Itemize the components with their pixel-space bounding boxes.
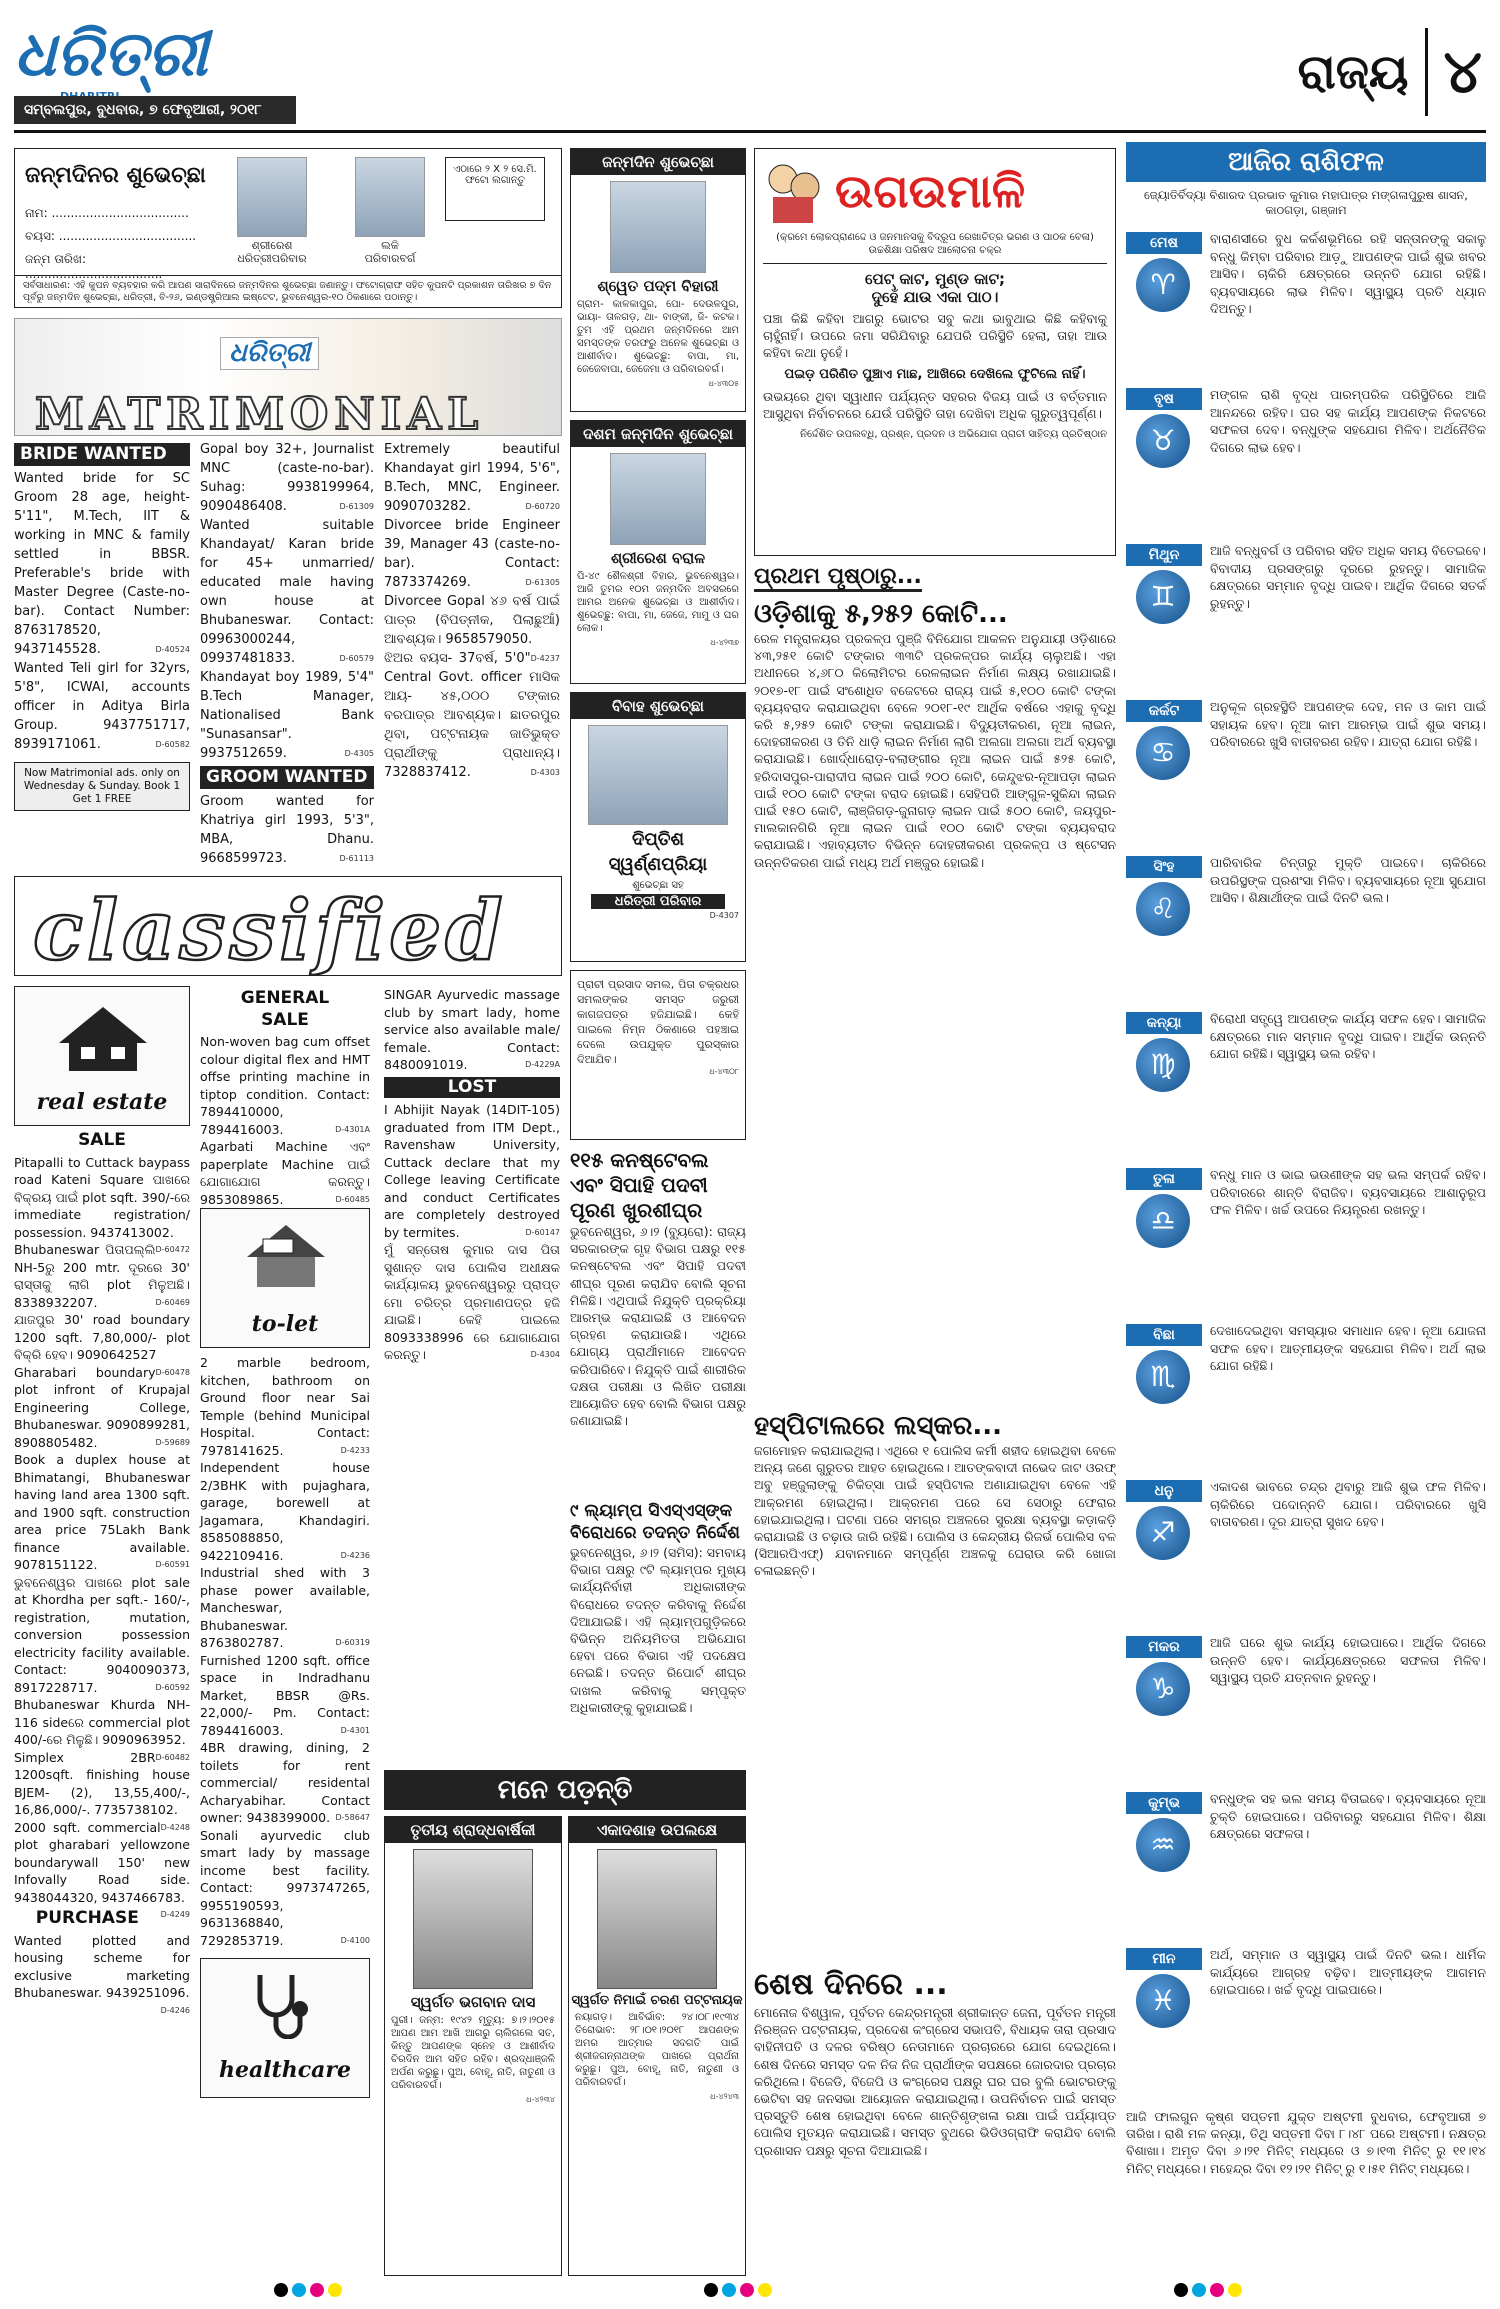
first-page-tag: ପ୍ରଥମ ପୃଷ୍ଠାରୁ... — [754, 564, 922, 592]
classified-ad — [200, 1138, 370, 1208]
ad-code: D-4100 — [340, 1935, 370, 1945]
ad-text: ଯାଜପୁର 30' road boundary 1200 sqft. 7,80,000/- plot ବିକ୍ରି ହେବ। 9090642527 — [14, 1312, 190, 1362]
matri-ad — [384, 440, 560, 516]
zodiac-icon: ♏ — [1136, 1350, 1190, 1404]
matrimonial-col-3 — [384, 440, 560, 782]
ad-text: Sonali ayurvedic club smart lady by massage income best facility. Contact: 9973747265, 9955190593, 9631368840, 7292853719. — [200, 1827, 370, 1948]
ad-code: D-4301 — [340, 1725, 370, 1735]
story-2 — [570, 1148, 746, 1429]
birthday-card-2 — [570, 420, 746, 684]
lost-ad — [384, 1241, 560, 1364]
horoscope-row — [1126, 226, 1486, 378]
sign-name: ଧନୁ — [1126, 1480, 1202, 1502]
photo-2-caption: ଲକି ପରିବାରବର୍ଗ — [364, 239, 416, 265]
classified-col-1 — [14, 986, 190, 2019]
story-2-title[interactable]: ୧୧୫ କନଷ୍ଟେବଲ ଏବଂ ସିପାହି ପଦବୀ ପୂରଣ ଖୁରଶୀଘ୍ର — [570, 1148, 709, 1222]
ad-text: Extremely beautiful Khandayat girl 1994, 5'6", B.Tech, MNC, Engineer. 9090703282. — [384, 442, 560, 514]
ad-code: D-59689 — [155, 1437, 190, 1447]
matri-ad — [384, 592, 560, 663]
sale-head: SALE — [78, 1130, 126, 1150]
memorial-card-1 — [384, 1816, 562, 2276]
story-1-body: ରେଳ ମନ୍ତ୍ରାଳୟର ପ୍ରକଳ୍ପ ପୁଞ୍ଜି ବିନିଯୋଗ ଆକଳନ ଅନୁଯାୟୀ ଓଡ଼ିଶାରେ ୪୩,୨୫୧ କୋଟି ଟଙ୍କାର ୩୩ଟି ପ୍ରକଳ୍ପର କାର୍ଯ୍ୟ ଚାଲୁଅଛି। ଏହା ଅଧୀନରେ ୪,୬୮୦ କିଲୋମିଟର ରେଳଲାଇନ ନିର୍ମାଣ ଲକ୍ଷ୍ୟ ରଖାଯାଇଛି। ୨୦୧୭-୧୮ ପାଇଁ ସଂଶୋଧିତ ବଜେଟରେ ରାଜ୍ୟ ପାଇଁ ୫,୧୦୦ କୋଟି ଟଙ୍କା ବ୍ୟୟବରାଦ କରାଯାଇଥିବା ବେଳେ ୨୦୧୮-୧୯ ଆର୍ଥିକ ବର୍ଷରେ ଏହାକୁ ବୃଦ୍ଧି କରି ୫,୨୫୨ କୋଟି ଟଙ୍କା କରାଯାଇଛି। ବିଦ୍ୟୁତୀକରଣ, ନୂଆ ଲାଇନ, ଦୋହରୀକରଣ ଓ ତିନି ଧାଡ଼ି ଲାଇନ ନିର୍ମାଣ ଲାଗି ଅଲଗା ଅଲଗା ଅର୍ଥ ବ୍ୟବସ୍ଥା କରାଯାଇଛି। ଖୋର୍ଦ୍ଧାରୋଡ଼-ବଲାଙ୍ଗୀର ନୂଆ ଲାଇନ ପାଇଁ ୫୨୫ କୋଟି, ହରିଦାସପୁର-ପାରାଦୀପ ଲାଇନ ପାଇଁ ୨୦୦ କୋଟି, କେନ୍ଦୁଝର-ନୂଆପଡ଼ା ଲାଇନ ପାଇଁ ୧୦୦ କୋଟି ଟଙ୍କା ବରାଦ ହୋଇଛି। ସେହିପରି ଆଙ୍ଗୁଳ-ସୁକିନ୍ଦା ଲାଇନ ପାଇଁ ୧୫୦ କୋଟି, ଲାଞ୍ଜିଗଡ଼-ଜୁନାଗଡ଼ ଲାଇନ ପାଇଁ ୫୦୦ କୋଟି, ଜୟପୁର-ମାଲକାନଗିରି ନୂଆ ଲାଇନ ପାଇଁ ୧୦୦ କୋଟି ଟଙ୍କା ବ୍ୟୟବରାଦ କରାଯାଇଛି। ଏହାବ୍ୟତୀତ ବିଭିନ୍ନ ଦୋହରୀକରଣ ପ୍ରକଳ୍ପ ଓ ଷ୍ଟେସନ ଉନ୍ନତିକରଣ ପାଇଁ ମଧ୍ୟ ଅର୍ଥ ମଞ୍ଜୁର ହୋଇଛି। — [754, 631, 1116, 870]
horoscope-row — [1126, 850, 1486, 1002]
couple-photo — [588, 725, 728, 825]
sign-name: ବୃଷ — [1126, 388, 1202, 410]
zodiac-icon: ♉ — [1136, 414, 1190, 468]
zodiac-icon: ♌ — [1136, 882, 1190, 936]
story-4 — [754, 1410, 1116, 1580]
sign-prediction: ଅନୁକୂଳ ଗ୍ରହସ୍ଥିତି ଆପଣଙ୍କ ଦେହ, ମନ ଓ କାମ ପାଇଁ ସହାୟକ ହେବ। ନୂଆ କାମ ଆରମ୍ଭ ପାଇଁ ଶୁଭ ସମୟ। ପରିବାରରେ ଖୁସି ବାତାବରଣ ରହିବ। ଯାତ୍ରା ଯୋଗ ରହିଛି। — [1210, 699, 1486, 749]
ad-text: Gopal boy 32+, Journalist MNC (caste-no-bar). Suhag: 9938199964, 9090486408. — [200, 442, 374, 514]
form-dob-field[interactable]: ଜନ୍ମ ତାରିଖ: .................................... — [25, 252, 163, 281]
sign-name: ମେଷ — [1126, 232, 1202, 254]
cartoon-faces-icon — [763, 157, 823, 227]
horoscope-row — [1126, 1474, 1486, 1626]
ugumali-headline-1: ପେଟ୍ କାଟ, ମୁଣ୍ଡ କାଟ; — [865, 270, 1005, 288]
lost-head: LOST — [384, 1077, 560, 1099]
card-name: ଶ୍ୱେତ ପଦ୍ମ ବିହାରୀ — [597, 277, 719, 295]
reg-dot-yellow — [1228, 2283, 1242, 2297]
divider — [1425, 28, 1428, 116]
card-code: D-4307 — [709, 911, 739, 920]
healthcare-tile — [200, 1958, 370, 2098]
sign-prediction: ବିରୋଧୀ ସତ୍ତ୍ୱେ ଆପଣଙ୍କ କାର୍ଯ୍ୟ ସଫଳ ହେବ। ସାମାଜିକ କ୍ଷେତ୍ରରେ ମାନ ସମ୍ମାନ ବୃଦ୍ଧି ପାଇବ। ଆର୍ଥିକ ଉନ୍ନତି ଯୋଗ ରହିଛି। ସ୍ୱାସ୍ଥ୍ୟ ଭଲ ରହିବ। — [1210, 1011, 1486, 1061]
horoscope-row — [1126, 1942, 1486, 2094]
to-let-label: to-let — [251, 1310, 319, 1337]
ad-code: D-60720 — [525, 502, 560, 511]
horoscope-row — [1126, 538, 1486, 690]
reg-dot-cyan — [722, 2283, 736, 2297]
ad-code: D-60579 — [339, 654, 374, 663]
matrimonial-col-1 — [14, 440, 190, 811]
purchase-head: PURCHASE — [35, 1908, 139, 1928]
stethoscope-icon — [246, 1969, 326, 2039]
to-let-tile — [200, 1208, 370, 1348]
sign-name: ମକର — [1126, 1636, 1202, 1658]
matri-ad — [14, 659, 190, 754]
sign-name: କର୍କଟ — [1126, 700, 1202, 722]
card-code: ଧ-୪୩୦୮ — [709, 1067, 739, 1076]
zodiac-icon: ♍ — [1136, 1038, 1190, 1092]
card-name: ସ୍ୱର୍ଗତ ନିମାଇଁ ଚରଣ ପଟ୍ଟନାୟକ — [571, 1993, 743, 2008]
card-code: ଧ-୪୨୪୩ — [710, 2092, 739, 2101]
card-code: ଧ-୪୩୦୫ — [708, 379, 739, 388]
sample-photo-1 — [237, 157, 307, 237]
card-head: ଦଶମ ଜନ୍ମଦିନ ଶୁଭେଚ୍ଛା — [571, 421, 745, 447]
first-page-continuation — [754, 564, 1116, 871]
page-number: ୪ — [1443, 37, 1482, 107]
ad-code: D-4304 — [530, 1350, 560, 1359]
reg-dot-black — [1174, 2283, 1188, 2297]
classified-ad — [14, 1451, 190, 1574]
ad-text: Divorcee Gopal ୪୬ ବର୍ଷ ପାଇଁ ପାତ୍ର (ବିପତ୍ନୀକ, ପିଲାଛୁଆଁ) ଆବଶ୍ୟକ। 9658579050. — [384, 594, 560, 647]
ugumali-credit: ନିର୍ଦ୍ଦେଶିତ ଉପଲବ୍ଧି, ପ୍ରଶ୍ନ, ପ୍ରଦନ ଓ ଅଭିଯୋଗ ପ୍ରାଚୀ ସାହିତ୍ୟ ପ୍ରତିଷ୍ଠାନ — [800, 429, 1107, 440]
ugumali-cartoon — [754, 148, 1116, 556]
matri-ad — [200, 516, 374, 668]
bride-wanted-head: BRIDE WANTED — [14, 443, 190, 466]
coupon-title: ଜନ୍ମଦିନର ଶୁଭେଚ୍ଛା — [25, 163, 206, 188]
real-estate-tile — [14, 986, 190, 1126]
memorial-banner: ମନେ ପଡ଼ନ୍ତି — [384, 1770, 746, 1810]
ad-code: D-61305 — [525, 578, 560, 587]
zodiac-icon: ♎ — [1136, 1194, 1190, 1248]
horoscope-row — [1126, 1162, 1486, 1314]
to-let-house-icon — [241, 1221, 331, 1291]
classified-col-2 — [200, 986, 370, 1949]
classified-ad — [200, 1652, 370, 1740]
form-age-field[interactable]: ବୟସ: .................................... — [25, 229, 197, 243]
classified-ad — [200, 1827, 370, 1950]
lost-ad — [384, 1101, 560, 1241]
top-rule — [14, 130, 1486, 133]
ad-text: Khandayat boy 1989, 5'4" B.Tech Manager, Nationalised Bank "Sunasansar". 9937512659. — [200, 670, 374, 761]
panjika-note: ଆଜି ଫାଲଗୁନ କୃଷ୍ଣ ସପ୍ତମୀ ଯୁକ୍ତ ଅଷ୍ଟମୀ ବୁଧବାର, ଫେବୃଆରୀ ୭ ତାରିଖ। ରାଶି ମଳ କନ୍ୟା, ତିଥି ସପ୍ତମୀ ଦିବା ୮।୪୮ ପରେ ଅଷ୍ଟମୀ। ନକ୍ଷତ୍ର ବିଶାଖା। ଅମୃତ ଦିବା ୬।୨୧ ମିନିଟ୍ ମଧ୍ୟରେ ଓ ୭।୧୩ ମିନିଟ୍ ରୁ ୧୧।୧୪ ମିନିଟ୍ ମଧ୍ୟରେ। ମହେନ୍ଦ୍ର ଦିବା ୧୨।୨୧ ମିନିଟ୍ ରୁ ୧।୫୧ ମିନିଟ୍ ମଧ୍ୟରେ। — [1126, 2109, 1486, 2176]
card-text: ପୁରୀ। ଜନ୍ମ: ୧୯୪୨ ମୃତ୍ୟୁ: ୭।୨।୨୦୧୫ ଆପଣ ଆମ ଆଖି ଆଗରୁ ଚାଲିଗଲେ ସତ, କିନ୍ତୁ ଆପଣଙ୍କ ସ୍ନେହ ଓ ଆଶୀର୍ବାଦ ଚିରଦିନ ଆମ ସହିତ ରହିବ। ଶ୍ରଦ୍ଧାଞ୍ଜଳି ଅର୍ପଣ କରୁଛୁ। ପୁଅ, ବୋହୂ, ନାତି, ନାତୁଣୀ ଓ ପରିବାରବର୍ଗ। — [391, 2015, 555, 2091]
ad-code: D-60482 — [155, 1752, 190, 1762]
card-code: ଧ-୪୨୩୭ — [710, 638, 739, 647]
reg-dot-black — [704, 2283, 718, 2297]
classified-ad — [200, 1739, 370, 1827]
sign-name: ତୁଳା — [1126, 1168, 1202, 1190]
ad-text: 4BR drawing, dining, 2 toilets for rent commercial/ residental Acharyabihar. Contact owner: 9438399000. — [200, 1740, 370, 1825]
ad-code: D-40524 — [155, 645, 190, 654]
sign-prediction: ବନ୍ଧୁ ମାନ ଓ ଭାଇ ଭଉଣୀଙ୍କ ସହ ଭଲ ସମ୍ପର୍କ ରହିବ। ପରିବାରରେ ଶାନ୍ତି ବିରାଜିବ। ବ୍ୟବସାୟରେ ଆଶାନୁରୂପ ଫଳ ମିଳିବ। ଖର୍ଚ୍ଚ ଉପରେ ନିୟନ୍ତ୍ରଣ ରଖନ୍ତୁ। — [1210, 1167, 1486, 1217]
card-head: ବିବାହ ଶୁଭେଚ୍ଛା — [571, 693, 745, 719]
ad-text: Wanted plotted and housing scheme for exclusive marketing Bhubaneswar. 9439251096. — [14, 1932, 190, 2000]
classified-ad — [200, 1564, 370, 1652]
reg-dot-magenta — [1210, 2283, 1224, 2297]
ad-text: Non-woven bag cum offset colour digital flex and HMT offse printing machine in tiptop condition. Contact: 7894410000, 7894416003. — [200, 1034, 370, 1137]
ad-code: D-60591 — [155, 1560, 190, 1569]
ugumali-headline-2: ଦୁହେଁ ଯାଉ ଏକା ପାଠ। — [871, 288, 999, 306]
story-3 — [570, 1500, 746, 1716]
matrimonial-banner — [14, 318, 562, 436]
ad-code: D-4249 — [160, 1910, 190, 1919]
matri-ad — [384, 649, 560, 782]
ad-code: D-4301A — [335, 1124, 370, 1134]
ad-text: ଭୁବନେଶ୍ୱର ପାଖରେ plot sale at Khordha per sqft.- 160/-, registration, mutation, conversion possession electricity facility available. Contact: 9040090373, 8917228717. — [14, 1574, 190, 1695]
ugumali-body: ପଞ୍ଚା କିଛି କହିବା ଆଗରୁ ଭୋଟର ସବୁ କଥା ଭାବୁଥାଇ କିଛି କହିବାକୁ ଚାହୁଁନାହିଁ। ଉପରେ ଜମା ସରିଯିବାରୁ ଯେପରି ପରିସ୍ଥିତି ହେଲା, ତାହା ଆଉ କହିବା କଥା ନୁହେଁ। — [763, 311, 1107, 360]
matri-ad — [200, 792, 374, 868]
ad-text: Wanted suitable Khandayat/ Karan bride for 45+ unmarried/ educated male having own house at Bhubaneswar. Contact: 09963000244, 09937481833. — [200, 518, 374, 666]
child-photo — [610, 453, 706, 545]
ad-text: Independent house 2/3BHK with pujaghara, garage, borewell at Jagamara, Khandagiri. 8585088850, 9422109416. — [200, 1460, 370, 1563]
ad-text: Agarbati Machine ଏବଂ paperplate Machine ପାଇଁ ଯୋଗାଯୋଗ କରନ୍ତୁ। 9853089865. — [200, 1139, 370, 1207]
portrait-photo — [413, 1849, 533, 1989]
classified-ad — [200, 1033, 370, 1138]
matrimonial-logo: ଧରିତ୍ରୀ — [220, 337, 319, 370]
sign-name: କନ୍ୟା — [1126, 1012, 1202, 1034]
card-text: ପ୍ରାଚୀ ପ୍ରସାଦ ସମଲ, ପିତା ଚକ୍ରଧର ସମଲଙ୍କର ସମସ୍ତ ଜରୁରୀ କାଗଜପତ୍ର ହଜିଯାଇଛି। କେହି ପାଇଲେ ନିମ୍ନ ଠିକଣାରେ ପହଞ୍ଚାଇ ଦେଲେ ଉପଯୁକ୍ତ ପୁରସ୍କାର ଦିଆଯିବ। — [577, 978, 739, 1066]
ad-code: D-4248 — [160, 1822, 190, 1832]
wedding-from: ଶୁଭେଚ୍ଛା ସହ — [632, 880, 684, 891]
card-name: ସ୍ୱର୍ଗତ ଭଗବାନ ଦାସ — [410, 1993, 536, 2011]
ad-text: Bhubaneswar Khurda NH-116 sideରେ commercial plot 400/-ରେ ମିଳୁଛି। 9090963952. — [14, 1697, 190, 1747]
reg-dot-yellow — [758, 2283, 772, 2297]
story-3-title[interactable]: ୯ ଲ୍ୟାମ୍ପ ସିଏସ୍ଏସ୍‌ଙ୍କ ବିରୋଧରେ ତଦନ୍ତ ନିର୍ଦ୍ଦେଶ — [570, 1501, 740, 1543]
classified-ad — [384, 986, 560, 1074]
ad-code: D-4233 — [340, 1445, 370, 1455]
photo-slot[interactable]: ଏଠାରେ ୨ X ୨ ସେ.ମି. ଫଟୋ ଲଗାନ୍ତୁ — [445, 157, 545, 221]
birthday-coupon — [14, 148, 562, 308]
ad-code: D-60469 — [155, 1297, 190, 1307]
horoscope-row — [1126, 382, 1486, 534]
ad-text: SINGAR Ayurvedic massage club by smart lady, home service also available male/ female. Contact: 8480091019. — [384, 987, 560, 1072]
horoscope-row — [1126, 1318, 1486, 1470]
ad-code: D-60472 — [155, 1245, 190, 1254]
form-name-field[interactable]: ନାମ: .................................... — [25, 206, 189, 220]
sign-name: ସିଂହ — [1126, 856, 1202, 878]
wedding-from-family: ଧରିତ୍ରୀ ପରିବାର — [591, 894, 725, 909]
classified-ad — [200, 1459, 370, 1564]
horoscope-title: ଆଜିର ରାଶିଫଳ — [1126, 142, 1486, 182]
classified-ad — [14, 1932, 190, 2015]
ad-text: Divorcee bride Engineer 39, Manager 43 (caste-no-bar). Contact: 7873374269. — [384, 518, 560, 590]
classified-col-3 — [384, 986, 560, 1364]
matri-ad — [14, 469, 190, 659]
card-code: ଧ-୪୨୩୪ — [526, 2095, 555, 2104]
ad-text: Bhubaneswar ପିତାପଲ୍ଲି NH-5ରୁ 200 mtr. ଦୂରରେ 30' ରାସ୍ତାକୁ ଲାଗି plot ମିଳୁଅଛି। 8338932207. — [14, 1242, 190, 1310]
card-text: ପି-୪୯ ଶୈଳଶ୍ରୀ ବିହାର, ଭୁବନେଶ୍ୱର। ଆଜି ତୁମର ୧୦ମ ଜନ୍ମଦିନ ଅବସରରେ ଆମର ଅନେକ ଶୁଭେଚ୍ଛା ଓ ଆଶୀର୍ବାଦ। ଶୁଭେଚ୍ଛୁ: ବାପା, ମା, ଜେଜେ, ମାମୁ ଓ ଘର ଲୋକ। — [577, 571, 739, 634]
ad-code: D-4236 — [340, 1550, 370, 1560]
groom-wanted-head: GROOM WANTED — [200, 766, 374, 789]
story-4-title[interactable]: ହସ୍ପିଟାଲରେ ଲସ୍କର... — [754, 1411, 1003, 1441]
ad-code: D-4305 — [344, 749, 374, 758]
reg-dot-cyan — [1192, 2283, 1206, 2297]
horoscope-row — [1126, 1630, 1486, 1782]
bride-name: ସ୍ୱର୍ଣ୍ଣପ୍ରିୟା — [608, 854, 708, 875]
sign-prediction: ବନ୍ଧୁଙ୍କ ସହ ଭଲ ସମୟ ବିତାଇବେ। ବ୍ୟବସାୟରେ ନୂଆ ଚୁକ୍ତି ହୋଇପାରେ। ପରିବାରରୁ ସହଯୋଗ ମିଳିବ। ଶିକ୍ଷା କ୍ଷେତ୍ରରେ ସଫଳତା। — [1210, 1791, 1486, 1841]
card-text: ନୟାଗଡ଼। ଆବିର୍ଭାବ: ୨୪।୦୮।୧୯୩୪ ତିରୋଭାବ: ୨୮।୦୧।୨୦୧୮ ଆପଣଙ୍କ ଅମର ଆତ୍ମାର ସଦଗତି ପାଇଁ ଶ୍ରୀଜଗନ୍ନାଥଙ୍କ ପାଖରେ ପ୍ରାର୍ଥନା କରୁଛୁ। ପୁଅ, ବୋହୂ, ନାତି, ନାତୁଣୀ ଓ ପରିବାରବର୍ଗ। — [575, 2012, 739, 2088]
ad-text: ମୁଁ ସନ୍ତୋଷ କୁମାର ଦାସ ପିତା ସୁଶାନ୍ତ ଦାସ ପୋଲିସ ଅଧୀକ୍ଷକ କାର୍ଯ୍ୟାଳୟ ଭୁବନେଶ୍ୱରରୁ ପ୍ରାପ୍ତ ମୋ ଚରିତ୍ର ପ୍ରମାଣପତ୍ର ହଜି ଯାଇଛି। କେହି ପାଇଲେ 8093338996 ରେ ଯୋଗାଯୋଗ କରନ୍ତୁ। — [384, 1242, 560, 1362]
section-header — [1298, 28, 1482, 116]
ad-code: D-61113 — [339, 854, 374, 863]
ad-text: Groom wanted for Khatriya girl 1993, 5'3", MBA, Dhanu. 9668599723. — [200, 794, 374, 866]
reg-dot-yellow — [328, 2283, 342, 2297]
horoscope-byline: ଜ୍ୟୋତିର୍ବିଦ୍ୟା ବିଶାରଦ ପ୍ରଭାତ କୁମାର ମହାପାତ୍ର ମଙ୍ଗଳାପୁରୁଷ ଶାସନ, କାଠଗଡ଼ା, ଗଞ୍ଜାମ — [1144, 188, 1468, 217]
ad-text: Wanted bride for SC Groom 28 age, height-5'11", M.Tech, IIT & working in MNC & family settled in BBSR. Preferable's bride with Master Degree (Caste-no-bar). Contact Number: 8763178520, 9437145528. — [14, 471, 190, 657]
matri-ad — [384, 516, 560, 592]
matrimonial-word: MATRIMONIAL — [35, 389, 485, 436]
card-head: ଜନ୍ମଦିନ ଶୁଭେଚ୍ଛା — [571, 149, 745, 175]
matri-ad — [200, 668, 374, 763]
classified-word: classified — [33, 883, 507, 976]
ugumali-sub2: ଉଚ୍ଚଶିକ୍ଷା ପରିଷଦ ଆଲୋଚନା ଚକ୍ର — [868, 245, 1002, 256]
birthday-card-1 — [570, 148, 746, 412]
date-line: ସମ୍ବଲପୁର, ବୁଧବାର, ୭ ଫେବୃଆରୀ, ୨୦୧୮ — [14, 96, 296, 124]
real-estate-label: real estate — [36, 1088, 168, 1115]
ad-text: I Abhijit Nayak (14DIT-105) graduated from ITM Dept., Ravenshaw University, Cuttack declare that my College leaving Certificate and conduct Certificates are completely destroyed by termites. — [384, 1102, 560, 1240]
card-name: ଶ୍ରୀରେଶ ବରାଳ — [610, 549, 706, 567]
ad-code: D-60582 — [155, 740, 190, 749]
lost-papers-card — [570, 970, 746, 1140]
section-title: ରାଜ୍ୟ — [1297, 43, 1409, 100]
portrait-photo — [597, 1849, 717, 1989]
zodiac-icon: ♊ — [1136, 570, 1190, 624]
ad-text: 2 marble bedroom, kitchen, bathroom on Ground floor near Sai Temple (behind Municipal Hospital. Contact: 7978141625. — [200, 1355, 370, 1458]
zodiac-icon: ♋ — [1136, 726, 1190, 780]
matrimonial-col-2 — [200, 440, 374, 868]
sign-name: ମୀନ — [1126, 1948, 1202, 1970]
sign-prediction: ମଙ୍ଗଳ ରାଶି ବୃଦ୍ଧ ପାରମ୍ପରିକ ପରିସ୍ଥିତିରେ ଆଜି ଆନନ୍ଦରେ ରହିବ। ଘର ସହ କାର୍ଯ୍ୟ ଆପଣଙ୍କ ନିକଟରେ ସଫଳତା ଦେବ। ବନ୍ଧୁଙ୍କ ସହଯୋଗ ମିଳିବ। ଅର୍ଥନୈତିକ ଦିଗରେ ଲାଭ ହେବ। — [1210, 387, 1486, 455]
story-5-title[interactable]: ଶେଷ ଦିନରେ ... — [754, 1967, 948, 2002]
ad-code: D-60319 — [335, 1638, 370, 1647]
reg-dot-black — [274, 2283, 288, 2297]
classified-ad — [14, 1574, 190, 1697]
classified-ad — [14, 1696, 190, 1762]
story-2-body: ଭୁବନେଶ୍ୱର, ୬।୨ (ବ୍ୟୁରୋ): ରାଜ୍ୟ ସରକାରଙ୍କ ଗୃହ ବିଭାଗ ପକ୍ଷରୁ ୧୧୫ କନଷ୍ଟେବଲ ଏବଂ ସିପାହି ପଦବୀ ଶୀଘ୍ର ପୂରଣ କରାଯିବ ବୋଲି ସୂଚନା ମିଳିଛି। ଏଥିପାଇଁ ନିଯୁକ୍ତି ପ୍ରକ୍ରିୟା ଆରମ୍ଭ କରାଯାଇଛି ଓ ଆବେଦନ ଗ୍ରହଣ କରାଯାଉଛି। ଏଥିରେ ଯୋଗ୍ୟ ପ୍ରାର୍ଥୀମାନେ ଆବେଦନ କରିପାରିବେ। ନିଯୁକ୍ତି ପାଇଁ ଶାରୀରିକ ଦକ୍ଷତା ପରୀକ୍ଷା ଓ ଲିଖିତ ପରୀକ୍ଷା ଆୟୋଜିତ ହେବ ବୋଲି ବିଭାଗ ପକ୍ଷରୁ ଜଣାଯାଇଛି। — [570, 1224, 746, 1429]
sign-prediction: ବାରାଣସୀରେ ବୁଧ କର୍କଶଭୂମିରେ ରହି ସନ୍ତାନଙ୍କୁ ସକାଳୁ ବନ୍ଧୁ କିମ୍ବା ପରିବାର ଆଡ଼ୁ ଆପଣଙ୍କ ପାଇଁ ଶୁଭ ଖବର ଆସିବ। ଚାକିରି କ୍ଷେତ୍ରରେ ଉନ୍ନତି ଯୋଗ ରହିଛି। ବ୍ୟବସାୟରେ ଲାଭ ମିଳିବ। ସ୍ୱାସ୍ଥ୍ୟ ପ୍ରତି ଧ୍ୟାନ ଦିଅନ୍ତୁ। — [1210, 231, 1486, 316]
photo-1-caption: ଶ୍ରୀରେଶ ଧରିତ୍ରୀପରିବାର — [237, 239, 307, 265]
groom-name: ଦିପ୍ତିଶ — [631, 829, 685, 850]
zodiac-icon: ♈ — [1136, 258, 1190, 312]
ad-text: Furnished 1200 sqft. office space in Indradhanu Market, BBSR @Rs. 22,000/- Pm. Contact: 7894416003. — [200, 1652, 370, 1738]
memorial-card-2 — [568, 1816, 746, 2276]
story-3-body: ଭୁବନେଶ୍ୱର, ୬।୨ (ସମିସ): ସମବାୟ ବିଭାଗ ପକ୍ଷରୁ ୯ଟି ଲ୍ୟାମ୍ପର ମୁଖ୍ୟ କାର୍ଯ୍ୟନିର୍ବାହୀ ଅଧିକାରୀଙ୍କ ବିରୋଧରେ ତଦନ୍ତ କରିବାକୁ ନିର୍ଦ୍ଦେଶ ଦିଆଯାଇଛି। ଏହି ଲ୍ୟାମ୍ପଗୁଡ଼ିକରେ ବିଭିନ୍ନ ଅନିୟମିତତା ଅଭିଯୋଗ ହେବା ପରେ ବିଭାଗ ଏହି ପଦକ୍ଷେପ ନେଇଛି। ତଦନ୍ତ ରିପୋର୍ଟ ଶୀଘ୍ର ଦାଖଲ କରିବାକୁ ସମ୍ପୃକ୍ତ ଅଧିକାରୀଙ୍କୁ କୁହାଯାଇଛି। — [570, 1545, 746, 1715]
general-head: GENERAL — [240, 988, 330, 1008]
card-head: ତୃତୀୟ ଶ୍ରାଦ୍ଧବାର୍ଷିକୀ — [385, 1817, 561, 1843]
ad-text: Pitapalli to Cuttack baypass road Kateni Square ପାଖରେ ବିକ୍ରୟ ପାଇଁ plot sqft. 390/-ରେ immediate registration/ possession. 9437413002. — [14, 1154, 190, 1240]
ad-code: D-60592 — [155, 1682, 190, 1692]
matrimonial-promo: Now Matrimonial ads. only on Wednesday & Sunday. Book 1 Get 1 FREE — [14, 762, 190, 811]
sign-name: ମିଥୁନ — [1126, 544, 1202, 566]
ad-text: Simplex 2BR 1200sqft. finishing house BJEM- (2), 13,55,400/-, 16,86,000/-. 7735738102. — [14, 1749, 190, 1817]
card-text: ଗ୍ରାମ- କାଳକାପୁର, ପୋ- ଦେଉଳପୁର, ଭାୟା- ତାଳଗଡ଼, ଥା- ବାଙ୍କୀ, ଜି- କଟକ। ତୁମ ଏହି ପ୍ରଥମ ଜନ୍ମଦିନରେ ଆମ ସମସ୍ତଙ୍କ ତରଫରୁ ଅନେକ ଶୁଭେଚ୍ଛା ଓ ଆଶୀର୍ବାଦ। ଶୁଭେଚ୍ଛୁ: ବାପା, ମା, ଜେଜେବାପା, ଜେଜେମା ଓ ପରିବାରବର୍ଗ। — [577, 299, 739, 375]
ad-code: D-60478 — [155, 1367, 190, 1377]
sign-prediction: ଅର୍ଥ, ସମ୍ମାନ ଓ ସ୍ୱାସ୍ଥ୍ୟ ପାଇଁ ଦିନଟି ଭଲ। ଧାର୍ମିକ କାର୍ଯ୍ୟରେ ଆଗ୍ରହ ବଢ଼ିବ। ଆତ୍ମୀୟଙ୍କ ଆଗମନ ହୋଇପାରେ। ଖର୍ଚ୍ଚ ବୃଦ୍ଧି ପାଇପାରେ। — [1210, 1947, 1486, 1997]
sign-prediction: ଏକାଦଶ ଭାବରେ ଚନ୍ଦ୍ର ଥିବାରୁ ଆଜି ଶୁଭ ଫଳ ମିଳିବ। ଚାକିରିରେ ପଦୋନ୍ନତି ଯୋଗ। ପରିବାରରେ ଖୁସି ବାତାବରଣ। ଦୂର ଯାତ୍ରା ସୁଖଦ ହେବ। — [1210, 1479, 1486, 1529]
story-5-body: ମୋନୋଜ ବିଶ୍ୱାଳ, ପୂର୍ବତନ କେନ୍ଦ୍ରମନ୍ତ୍ରୀ ଶ୍ରୀକାନ୍ତ ଜେନା, ପୂର୍ବତନ ମନ୍ତ୍ରୀ ନିରଞ୍ଜନ ପଟ୍ଟନାୟକ, ପ୍ରଦେଶ କଂଗ୍ରେସ ସଭାପତି, ବିଧାୟକ ତାରା ପ୍ରସାଦ ବାହିନୀପତି ଓ ଦଳର ବରିଷ୍ଠ ନେତାମାନେ ପ୍ରଚାରରେ ଯୋଗ ଦେଇଥିଲେ। ଶେଷ ଦିନରେ ସମସ୍ତ ଦଳ ନିଜ ନିଜ ପ୍ରାର୍ଥୀଙ୍କ ସପକ୍ଷରେ ଜୋରଦାର ପ୍ରଚାର କରିଥିଲେ। ବିଜେଡି, ବିଜେପି ଓ କଂଗ୍ରେସ ପକ୍ଷରୁ ଘର ଘର ବୁଲି ଭୋଟରଙ୍କୁ ଭେଟିବା ସହ ଜନସଭା ଆୟୋଜନ କରାଯାଇଥିଲା। ଉପନିର୍ବାଚନ ପାଇଁ ସମସ୍ତ ପ୍ରସ୍ତୁତି ଶେଷ ହୋଇଥିବା ବେଳେ ଶାନ୍ତିଶୃଙ୍ଖଳା ରକ୍ଷା ପାଇଁ ପର୍ଯ୍ୟାପ୍ତ ପୋଲିସ ମୁତୟନ କରାଯାଇଛି। ସମସ୍ତ ବୁଥରେ ଭିଡିଓଗ୍ରାଫି କରାଯିବ ବୋଲି ପ୍ରଶାସନ ପକ୍ଷରୁ ସୂଚନା ଦିଆଯାଇଛି। — [754, 2005, 1116, 2158]
reg-dot-magenta — [740, 2283, 754, 2297]
ad-code: D-58647 — [335, 1813, 370, 1822]
horoscope-row — [1126, 1006, 1486, 1158]
ad-text: Book a duplex house at Bhimatangi, Bhubaneswar having land area 1300 sqft. and 1900 sqft. construction area price 75Lakh Bank finance available. 9078151122. — [14, 1452, 190, 1572]
ad-code: D-4246 — [160, 2005, 190, 2015]
ad-code: D-60147 — [525, 1227, 560, 1237]
story-5 — [754, 1966, 1116, 2159]
ad-text: Wanted Teli girl for 32yrs, 5'8", ICWAI, accounts officer in Aditya Birla Group. 9437751717, 8939171061. — [14, 661, 190, 752]
ad-code: D-61309 — [339, 502, 374, 511]
ugumali-body-2: ଉଭୟରେ ଥିବା ସ୍ୱାଧୀନ ପର୍ଯ୍ୟନ୍ତ ସହରର ବିଜୟ ପାଇଁ ଓ ବର୍ତ୍ତମାନ ଆସୁଥିବା ନିର୍ବାଚନରେ ଯେଉଁ ପରିସ୍ଥିତି ତାହା ଦେଖିବା ଅଧିକ ଗୁରୁତ୍ୱପୂର୍ଣ୍ଣ। — [763, 389, 1107, 421]
sign-name: କୁମ୍ଭ — [1126, 1792, 1202, 1814]
zodiac-icon: ♑ — [1136, 1662, 1190, 1716]
coupon-notice: ସର୍ବସାଧାରଣ: ଏହି କୁପନ ବ୍ୟବହାର କରି ଆପଣ ସାରାଦିନରେ ଜନ୍ମଦିନର ଶୁଭେଚ୍ଛା ଜଣାନ୍ତୁ। ଫଟୋଗ୍ରାଫ ସହିତ କୁପନଟି ପ୍ରକାଶନ ତାରିଖର ୭ ଦିନ ପୂର୍ବରୁ ଜନ୍ମଦିନ ଶୁଭେଚ୍ଛା, ଧରିତ୍ରୀ, ବି-୨୬, ଇଣ୍ଡଷ୍ଟ୍ରିଆଲ ଇଷ୍ଟେଟ, ଭୁବନେଶ୍ୱର-୧୦ ଠିକଣାରେ ପଠାନ୍ତୁ। — [15, 275, 561, 308]
child-photo — [610, 181, 706, 273]
classified-ad — [14, 1311, 190, 1377]
sample-photo-2 — [355, 157, 425, 237]
ad-code: D-4237 — [530, 654, 560, 663]
sign-prediction: ପାରିବାରିକ ଚିନ୍ତାରୁ ମୁକ୍ତି ପାଇବେ। ଚାକିରିରେ ଉପରିସ୍ଥଙ୍କ ପ୍ରଶଂସା ମିଳିବ। ବ୍ୟବସାୟରେ ନୂଆ ସୁଯୋଗ ଆସିବ। ଶିକ୍ଷାର୍ଥୀଙ୍କ ପାଇଁ ଦିନଟି ଭଲ। — [1210, 855, 1486, 905]
ad-code: D-4303 — [530, 768, 560, 777]
horoscope-row — [1126, 1786, 1486, 1938]
zodiac-icon: ♓ — [1136, 1974, 1190, 2028]
ad-text: 2000 sqft. commercial plot gharabari yellowzone boundarywall 150' new Infovally Road side. 9438044320, 9437466783. — [14, 1819, 190, 1905]
ugumali-title: ଉଗଉମାଳି — [835, 164, 1026, 218]
zodiac-icon: ♐ — [1136, 1506, 1190, 1560]
story-4-body: ଜଗମୋହନ କରାଯାଇଥିଲା। ଏଥିରେ ୧ ପୋଲିସ କର୍ମୀ ଶହୀଦ ହୋଇଥିବା ବେଳେ ଅନ୍ୟ ଜଣେ ଗୁରୁତର ଆହତ ହୋଇଥିଲେ। ଆତଙ୍କବାଦୀ ନାଭେଦ ଜାଟ ଓରଫ୍ ଅବୁ ହଞ୍ଜୁଲାଙ୍କୁ ଚିକିତ୍ସା ପାଇଁ ହସ୍ପିଟାଲ ଅଣାଯାଇଥିବା ବେଳେ ଏହି ଆକ୍ରମଣ ହୋଇଥିଲା। ଆକ୍ରମଣ ପରେ ସେ ସେଠାରୁ ଫେରାର ହୋଇଯାଇଥିଲା। ଘଟଣା ପରେ ସମଗ୍ର ଅଞ୍ଚଳରେ ସୁରକ୍ଷା ବ୍ୟବସ୍ଥା କଡ଼ାକଡ଼ି କରାଯାଇଛି ଓ ଚଢ଼ାଉ ଜାରି ରହିଛି। ପୋଲିସ ଓ କେନ୍ଦ୍ରୀୟ ରିଜର୍ଭ ପୋଲିସ ବଳ (ସିଆରପିଏଫ୍) ଯବାନମାନେ ସମ୍ପୂର୍ଣ୍ଣ ଅଞ୍ଚଳକୁ ଘେରାଉ କରି ଖୋଜା ଚଳାଇଛନ୍ତି। — [754, 1443, 1116, 1579]
reg-dot-magenta — [310, 2283, 324, 2297]
wedding-card — [570, 692, 746, 962]
print-registration-marks — [14, 2282, 1486, 2302]
healthcare-label: healthcare — [219, 2057, 351, 2083]
classified-ad — [14, 1154, 190, 1254]
ad-code: D-4229A — [525, 1060, 560, 1069]
sign-prediction: ଆଜି ଘରେ ଶୁଭ କାର୍ଯ୍ୟ ହୋଇପାରେ। ଆର୍ଥିକ ଦିଗରେ ଉନ୍ନତି ହେବ। କାର୍ଯ୍ୟକ୍ଷେତ୍ରରେ ସଫଳତା ମିଳିବ। ସ୍ୱାସ୍ଥ୍ୟ ପ୍ରତି ଯତ୍ନବାନ ରୁହନ୍ତୁ। — [1210, 1635, 1486, 1685]
classified-ad — [200, 1354, 370, 1459]
zodiac-icon: ♒ — [1136, 1818, 1190, 1872]
story-1-title[interactable]: ଓଡ଼ିଶାକୁ ୫,୨୫୨ କୋଟି... — [754, 599, 1008, 629]
ad-code: D-60485 — [335, 1194, 370, 1204]
ugumali-quote: ପଇଡ଼ ପରିଣିତ ପୁଞ୍ଚାଏ ମାଛ, ଆଖିରେ ଦେଖିଲେ ଫୁଟିଲେ ନାହିଁ। — [784, 367, 1086, 382]
reg-dot-cyan — [292, 2283, 306, 2297]
ad-text: ଝିଅର ବୟସ- 37ବର୍ଷ, 5'0" Central Govt. officer ମାସିକ ଆୟ- ୪୫,୦୦୦ ଟଙ୍କାର ବରପାତ୍ର ଆବଶ୍ୟକ। ଛାତରପୁର ଥିବା, ପଟ୍ଟନାୟକ ଜାତିଭୁକ୍ତ ପ୍ରାର୍ଥୀଙ୍କୁ ପ୍ରାଧାନ୍ୟ। 7328837412. — [384, 651, 560, 780]
general-sale-head: SALE — [261, 1009, 309, 1030]
ad-text: Industrial shed with 3 phase power available, Mancheswar, Bhubaneswar. 8763802787. — [200, 1565, 370, 1650]
ugumali-sub: (କ୍ରମେ ଲୋକପ୍ରାଣଦ୍ଦେ ଓ ଜନମାନସକୁ ବିଦ୍ରୂପ ରେଖାଚିତ୍ର ଭରଣ ଓ ପାଠକ ବେଳା) — [776, 232, 1094, 243]
horoscope-row — [1126, 694, 1486, 846]
sign-name: ବିଛା — [1126, 1324, 1202, 1346]
card-head: ଏକାଦଶାହ ଉପଲକ୍ଷେ — [569, 1817, 745, 1843]
matri-ad — [200, 440, 374, 516]
house-icon — [53, 1003, 153, 1073]
logo-word: ଧରିତ୍ରୀ — [14, 17, 208, 90]
sign-prediction: ଆଜି ବନ୍ଧୁବର୍ଗ ଓ ପରିବାର ସହିତ ଅଧିକ ସମୟ ବିତେଇବେ। ବିବାଦୀୟ ପ୍ରସଙ୍ଗରୁ ଦୂରରେ ରୁହନ୍ତୁ। ସାମାଜିକ କ୍ଷେତ୍ରରେ ସମ୍ମାନ ବୃଦ୍ଧି ପାଇବ। ଆର୍ଥିକ ଦିଗରେ ସତର୍କ ରୁହନ୍ତୁ। — [1210, 543, 1486, 611]
classified-banner — [14, 876, 562, 976]
ad-text: Gharabari boundary plot infront of Krupajal Engineering College, Bhubaneswar. 9090899281, 8908805482. — [14, 1364, 190, 1450]
sign-prediction: ଦେଖାଦେଇଥିବା ସମସ୍ୟାର ସମାଧାନ ହେବ। ନୂଆ ଯୋଜନା ସଫଳ ହେବ। ଆତ୍ମୀୟଙ୍କ ସହଯୋଗ ମିଳିବ। ଅର୍ଥ ଲାଭ ଯୋଗ ରହିଛି। — [1210, 1323, 1486, 1373]
